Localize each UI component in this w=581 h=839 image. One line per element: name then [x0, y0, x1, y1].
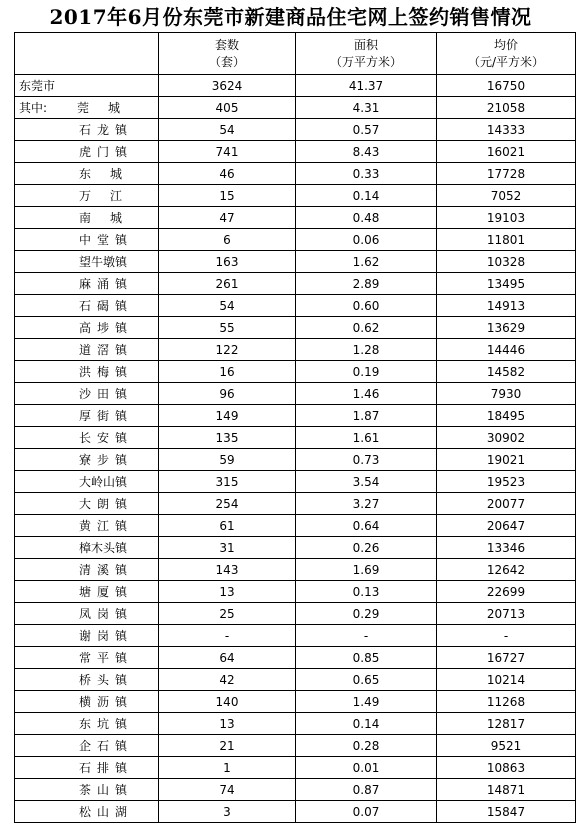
district-name-cell [15, 691, 159, 713]
header-cell-price [437, 33, 576, 75]
price-cell: 16727 [437, 647, 576, 669]
district-name: 望牛墩镇 [79, 254, 128, 269]
area-cell: - [296, 625, 437, 647]
table-row [15, 427, 576, 449]
district-name-cell [15, 207, 159, 229]
table-row [15, 691, 576, 713]
district-name: 清溪镇 [79, 562, 134, 577]
area-cell: 4.31 [296, 97, 437, 119]
district-name: 中堂镇 [79, 232, 134, 247]
area-cell: 1.49 [296, 691, 437, 713]
header-price-line2: （元/平方米） [467, 54, 545, 69]
units-cell: 59 [159, 449, 296, 471]
district-name: 黄江镇 [79, 518, 134, 533]
units-cell: - [159, 625, 296, 647]
district-name: 东坑镇 [79, 716, 134, 731]
district-name: 大朗镇 [79, 496, 134, 511]
units-cell: 15 [159, 185, 296, 207]
district-name-cell [15, 141, 159, 163]
district-name-cell [15, 251, 159, 273]
sub-prefix: 其中: [19, 100, 48, 115]
price-cell: 14582 [437, 361, 576, 383]
area-cell: 0.28 [296, 735, 437, 757]
price-cell: 7052 [437, 185, 576, 207]
district-name: 石碣镇 [79, 298, 134, 313]
district-name: 长安镇 [79, 430, 134, 445]
price-cell: 18495 [437, 405, 576, 427]
district-name: 万江 [79, 188, 142, 203]
price-cell: 14333 [437, 119, 576, 141]
area-cell: 0.57 [296, 119, 437, 141]
area-cell: 1.46 [296, 383, 437, 405]
price-cell: 17728 [437, 163, 576, 185]
district-name: 麻涌镇 [79, 276, 134, 291]
area-cell: 8.43 [296, 141, 437, 163]
price-cell: 10863 [437, 757, 576, 779]
area-cell: 0.01 [296, 757, 437, 779]
units-cell: 261 [159, 273, 296, 295]
area-cell: 0.65 [296, 669, 437, 691]
price-cell: - [437, 625, 576, 647]
district-name: 厚街镇 [79, 408, 134, 423]
price-cell: 20077 [437, 493, 576, 515]
district-name: 高埗镇 [79, 320, 134, 335]
header-units-line2: （套） [208, 54, 245, 69]
area-cell: 0.64 [296, 515, 437, 537]
units-cell: 315 [159, 471, 296, 493]
units-cell: 42 [159, 669, 296, 691]
district-name: 石排镇 [79, 760, 134, 775]
table-row [15, 449, 576, 471]
district-name-cell [15, 735, 159, 757]
price-cell: 14871 [437, 779, 576, 801]
district-name: 寮步镇 [79, 452, 134, 467]
district-name-cell [15, 647, 159, 669]
district-name-cell [15, 273, 159, 295]
table-row [15, 317, 576, 339]
district-name: 常平镇 [79, 650, 134, 665]
area-cell: 3.54 [296, 471, 437, 493]
table-row [15, 669, 576, 691]
district-name-cell [15, 669, 159, 691]
area-cell: 0.19 [296, 361, 437, 383]
area-cell: 1.87 [296, 405, 437, 427]
price-cell: 14913 [437, 295, 576, 317]
price-cell: 9521 [437, 735, 576, 757]
district-name: 沙田镇 [79, 386, 134, 401]
total-area: 41.37 [296, 75, 437, 97]
table-row [15, 119, 576, 141]
units-cell: 1 [159, 757, 296, 779]
district-name-cell [15, 449, 159, 471]
units-cell: 741 [159, 141, 296, 163]
area-cell: 1.62 [296, 251, 437, 273]
district-name-cell [15, 625, 159, 647]
district-name-cell [15, 779, 159, 801]
units-cell: 140 [159, 691, 296, 713]
units-cell: 74 [159, 779, 296, 801]
units-cell: 13 [159, 713, 296, 735]
price-cell: 10214 [437, 669, 576, 691]
area-cell: 0.14 [296, 713, 437, 735]
table-row [15, 229, 576, 251]
price-cell: 19021 [437, 449, 576, 471]
header-units-line1: 套数 [214, 37, 239, 52]
table-row [15, 515, 576, 537]
units-cell: 13 [159, 581, 296, 603]
price-cell: 20647 [437, 515, 576, 537]
district-name: 南城 [79, 210, 142, 225]
district-name: 茶山镇 [79, 782, 134, 797]
table-row [15, 97, 576, 119]
district-name: 虎门镇 [79, 144, 134, 159]
units-cell: 149 [159, 405, 296, 427]
area-cell: 2.89 [296, 273, 437, 295]
price-cell: 13346 [437, 537, 576, 559]
units-cell: 54 [159, 295, 296, 317]
table-body [15, 33, 576, 823]
table-row [15, 757, 576, 779]
district-name: 横沥镇 [79, 694, 134, 709]
page-title: 2017年6月份东莞市新建商品住宅网上签约销售情况 [49, 5, 532, 29]
district-name: 企石镇 [79, 738, 134, 753]
table-header-row [15, 33, 576, 75]
area-cell: 0.07 [296, 801, 437, 823]
district-name-cell [15, 515, 159, 537]
price-cell: 11801 [437, 229, 576, 251]
district-name-cell [15, 405, 159, 427]
area-cell: 0.48 [296, 207, 437, 229]
header-cell-area [296, 33, 437, 75]
units-cell: 405 [159, 97, 296, 119]
table-row [15, 361, 576, 383]
table-row [15, 383, 576, 405]
total-name: 东莞市 [15, 75, 159, 97]
district-name-cell [15, 163, 159, 185]
price-cell: 13629 [437, 317, 576, 339]
units-cell: 16 [159, 361, 296, 383]
district-name: 桥头镇 [79, 672, 134, 687]
table-row [15, 273, 576, 295]
area-cell: 3.27 [296, 493, 437, 515]
units-cell: 254 [159, 493, 296, 515]
table-row [15, 559, 576, 581]
price-cell: 19103 [437, 207, 576, 229]
price-cell: 12642 [437, 559, 576, 581]
table-row [15, 801, 576, 823]
table-row [15, 207, 576, 229]
table-row [15, 295, 576, 317]
district-name-cell [15, 427, 159, 449]
district-name-cell [15, 339, 159, 361]
total-price: 16750 [437, 75, 576, 97]
district-name-cell [15, 471, 159, 493]
header-price-line1: 均价 [493, 37, 518, 52]
table-row [15, 141, 576, 163]
price-cell: 7930 [437, 383, 576, 405]
district-name: 樟木头镇 [79, 540, 128, 555]
table-row [15, 339, 576, 361]
units-cell: 47 [159, 207, 296, 229]
area-cell: 0.73 [296, 449, 437, 471]
price-cell: 13495 [437, 273, 576, 295]
district-name: 大岭山镇 [79, 474, 128, 489]
units-cell: 54 [159, 119, 296, 141]
district-name: 塘厦镇 [79, 584, 134, 599]
district-name-cell [15, 383, 159, 405]
area-cell: 0.33 [296, 163, 437, 185]
district-name-cell [15, 317, 159, 339]
district-name-cell [15, 713, 159, 735]
area-cell: 0.62 [296, 317, 437, 339]
total-units: 3624 [159, 75, 296, 97]
units-cell: 96 [159, 383, 296, 405]
area-cell: 1.61 [296, 427, 437, 449]
district-name-cell [15, 581, 159, 603]
header-area-line2: （万平方米） [329, 54, 402, 69]
header-cell-units [159, 33, 296, 75]
price-cell: 14446 [437, 339, 576, 361]
district-name-cell [15, 801, 159, 823]
district-name-cell [15, 537, 159, 559]
district-name-cell [15, 603, 159, 625]
header-cell-name [15, 33, 159, 75]
units-cell: 135 [159, 427, 296, 449]
district-name-cell [15, 361, 159, 383]
table-row [15, 185, 576, 207]
price-cell: 19523 [437, 471, 576, 493]
district-name: 道滘镇 [79, 342, 134, 357]
price-cell: 15847 [437, 801, 576, 823]
price-cell: 11268 [437, 691, 576, 713]
total-row [15, 75, 576, 97]
district-name: 石龙镇 [79, 122, 134, 137]
table-row [15, 471, 576, 493]
district-name-cell [15, 229, 159, 251]
area-cell: 0.87 [296, 779, 437, 801]
district-name: 凤岗镇 [79, 606, 134, 621]
table-row [15, 493, 576, 515]
table-row [15, 647, 576, 669]
units-cell: 163 [159, 251, 296, 273]
table-row [15, 163, 576, 185]
district-name-cell [15, 119, 159, 141]
table-row [15, 625, 576, 647]
table-row [15, 713, 576, 735]
area-cell: 0.14 [296, 185, 437, 207]
units-cell: 25 [159, 603, 296, 625]
units-cell: 64 [159, 647, 296, 669]
table-row [15, 405, 576, 427]
district-name-cell [15, 295, 159, 317]
price-cell: 22699 [437, 581, 576, 603]
area-cell: 1.28 [296, 339, 437, 361]
price-cell: 21058 [437, 97, 576, 119]
table-row [15, 603, 576, 625]
area-cell: 0.26 [296, 537, 437, 559]
price-cell: 10328 [437, 251, 576, 273]
units-cell: 55 [159, 317, 296, 339]
price-cell: 12817 [437, 713, 576, 735]
area-cell: 0.06 [296, 229, 437, 251]
area-cell: 0.60 [296, 295, 437, 317]
district-name: 洪梅镇 [79, 364, 134, 379]
district-name: 谢岗镇 [79, 628, 134, 643]
price-cell: 16021 [437, 141, 576, 163]
district-name: 莞城 [77, 100, 140, 115]
units-cell: 21 [159, 735, 296, 757]
district-name-cell [15, 185, 159, 207]
price-cell: 20713 [437, 603, 576, 625]
district-name-cell [15, 97, 159, 119]
units-cell: 31 [159, 537, 296, 559]
district-name: 松山湖 [79, 804, 134, 819]
units-cell: 122 [159, 339, 296, 361]
area-cell: 0.85 [296, 647, 437, 669]
table-row [15, 779, 576, 801]
district-name: 东城 [79, 166, 142, 181]
table-row [15, 735, 576, 757]
area-cell: 0.29 [296, 603, 437, 625]
units-cell: 6 [159, 229, 296, 251]
table-row [15, 251, 576, 273]
area-cell: 1.69 [296, 559, 437, 581]
district-name-cell [15, 493, 159, 515]
header-area-line1: 面积 [353, 37, 378, 52]
sales-table [14, 32, 576, 823]
table-row [15, 537, 576, 559]
units-cell: 61 [159, 515, 296, 537]
price-cell: 30902 [437, 427, 576, 449]
units-cell: 46 [159, 163, 296, 185]
units-cell: 143 [159, 559, 296, 581]
district-name-cell [15, 559, 159, 581]
district-name-cell [15, 757, 159, 779]
units-cell: 3 [159, 801, 296, 823]
table-row [15, 581, 576, 603]
area-cell: 0.13 [296, 581, 437, 603]
